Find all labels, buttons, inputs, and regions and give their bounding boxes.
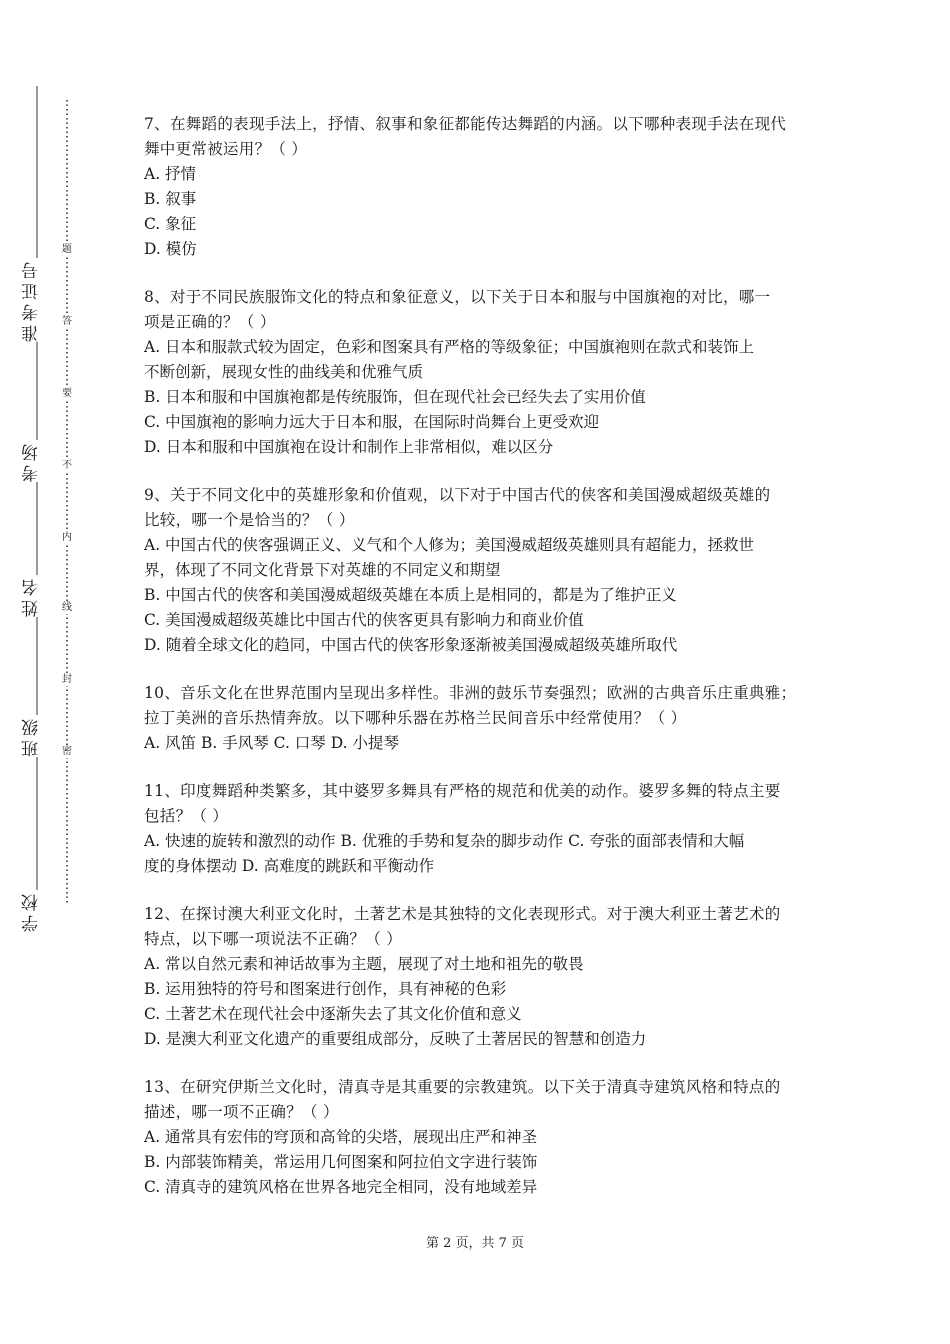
option-line: C. 土著艺术在现代社会中逐渐失去了其文化价值和意义 — [144, 1005, 522, 1023]
seal-char: 答 — [62, 316, 72, 327]
option-line: B. 叙事 — [144, 190, 197, 208]
seal-char: 线 — [62, 602, 72, 613]
class-label: 班级 — [22, 715, 42, 757]
page-number-footer: 第 2 页，共 7 页 — [425, 1236, 525, 1251]
option-line: D. 日本和服和中国旗袍在设计和制作上非常相似，难以区分 — [144, 438, 554, 456]
question-list — [144, 112, 814, 1223]
option-line: A. 通常具有宏伟的穹顶和高耸的尖塔，展现出庄严和神圣 — [144, 1128, 538, 1146]
option-line: B. 运用独特的符号和图案进行创作，具有神秘的色彩 — [144, 980, 507, 998]
seal-char: 要 — [62, 388, 72, 399]
question-10 — [144, 681, 814, 756]
option-line: A. 风笛 B. 手风琴 C. 口琴 D. 小提琴 — [144, 734, 399, 752]
exam-number-label: 准考证号 — [22, 258, 42, 342]
question-12 — [144, 902, 814, 1052]
question-stem-line: 13、在研究伊斯兰文化时，清真寺是其重要的宗教建筑。以下关于清真寺建筑风格和特点的 — [144, 1078, 781, 1096]
option-line: B. 中国古代的侠客和美国漫威超级英雄在本质上是相同的，都是为了维护正义 — [144, 586, 677, 604]
question-stem-line: 特点，以下哪一项说法不正确？（ ） — [144, 930, 403, 948]
name-label: 姓名 — [22, 575, 42, 617]
option-line: 不断创新，展现女性的曲线美和优雅气质 — [144, 363, 424, 381]
question-stem-line: 9、关于不同文化中的英雄形象和价值观，以下对于中国古代的侠客和美国漫威超级英雄的 — [144, 486, 771, 504]
seal-char: 密 — [62, 746, 72, 757]
option-line: 度的身体摆动 D. 高难度的跳跃和平衡动作 — [144, 857, 435, 875]
seal-char: 不 — [62, 460, 72, 471]
question-stem-line: 拉丁美洲的音乐热情奔放。以下哪种乐器在苏格兰民间音乐中经常使用？（ ） — [144, 709, 687, 727]
exam-room-label: 考场 — [22, 440, 42, 482]
option-line: B. 日本和服和中国旗袍都是传统服饰，但在现代社会已经失去了实用价值 — [144, 388, 646, 406]
option-line: C. 美国漫威超级英雄比中国古代的侠客更具有影响力和商业价值 — [144, 611, 584, 629]
option-line: A. 抒情 — [144, 165, 197, 183]
question-stem-line: 舞中更常被运用？（ ） — [144, 140, 308, 158]
seal-char: 内 — [62, 532, 72, 543]
option-line: A. 中国古代的侠客强调正义、义气和个人修为；美国漫威超级英雄则具有超能力，拯救世 — [144, 536, 755, 554]
option-line: 界，体现了不同文化背景下对英雄的不同定义和期望 — [144, 561, 501, 579]
option-line: D. 模仿 — [144, 240, 197, 258]
school-label: 学校 — [22, 890, 42, 932]
question-stem-line: 7、在舞蹈的表现手法上，抒情、叙事和象征都能传达舞蹈的内涵。以下哪种表现手法在现代 — [144, 115, 787, 133]
question-stem-line: 11、印度舞蹈种类繁多，其中婆罗多舞具有严格的规范和优美的动作。婆罗多舞的特点主要 — [144, 782, 781, 800]
question-stem-line: 12、在探讨澳大利亚文化时，土著艺术是其独特的文化表现形式。对于澳大利亚土著艺术的 — [144, 905, 781, 923]
question-stem-line: 8、对于不同民族服饰文化的特点和象征意义，以下关于日本和服与中国旗袍的对比，哪一 — [144, 288, 771, 306]
question-stem-line: 比较，哪一个是恰当的？（ ） — [144, 511, 355, 529]
question-stem-line: 描述，哪一项不正确？（ ） — [144, 1103, 339, 1121]
seal-char: 题 — [62, 244, 72, 255]
option-line: A. 日本和服款式较为固定，色彩和图案具有严格的等级象征；中国旗袍则在款式和装饰上 — [144, 338, 755, 356]
option-line: D. 随着全球文化的趋同，中国古代的侠客形象逐渐被美国漫威超级英雄所取代 — [144, 636, 678, 654]
question-11 — [144, 779, 814, 879]
question-stem-line: 包括？（ ） — [144, 807, 229, 825]
option-line: A. 常以自然元素和神话故事为主题，展现了对土地和祖先的敬畏 — [144, 955, 584, 973]
option-line: C. 象征 — [144, 215, 197, 233]
binding-margin-lines — [0, 0, 100, 1344]
option-line: A. 快速的旋转和激烈的动作 B. 优雅的手势和复杂的脚步动作 C. 夸张的面部表情和大幅 — [144, 832, 745, 850]
seal-char: 封 — [62, 674, 72, 685]
question-8 — [144, 285, 814, 460]
question-7 — [144, 112, 814, 262]
question-stem-line: 10、音乐文化在世界范围内呈现出多样性。非洲的鼓乐节奏强烈；欧洲的古典音乐庄重典雅； — [144, 684, 797, 702]
question-13 — [144, 1075, 814, 1200]
option-line: C. 清真寺的建筑风格在世界各地完全相同，没有地域差异 — [144, 1178, 538, 1196]
option-line: D. 是澳大利亚文化遗产的重要组成部分，反映了土著居民的智慧和创造力 — [144, 1030, 647, 1048]
option-line: C. 中国旗袍的影响力远大于日本和服，在国际时尚舞台上更受欢迎 — [144, 413, 600, 431]
question-stem-line: 项是正确的？（ ） — [144, 313, 276, 331]
question-9 — [144, 483, 814, 658]
option-line: B. 内部装饰精美，常运用几何图案和阿拉伯文字进行装饰 — [144, 1153, 538, 1171]
